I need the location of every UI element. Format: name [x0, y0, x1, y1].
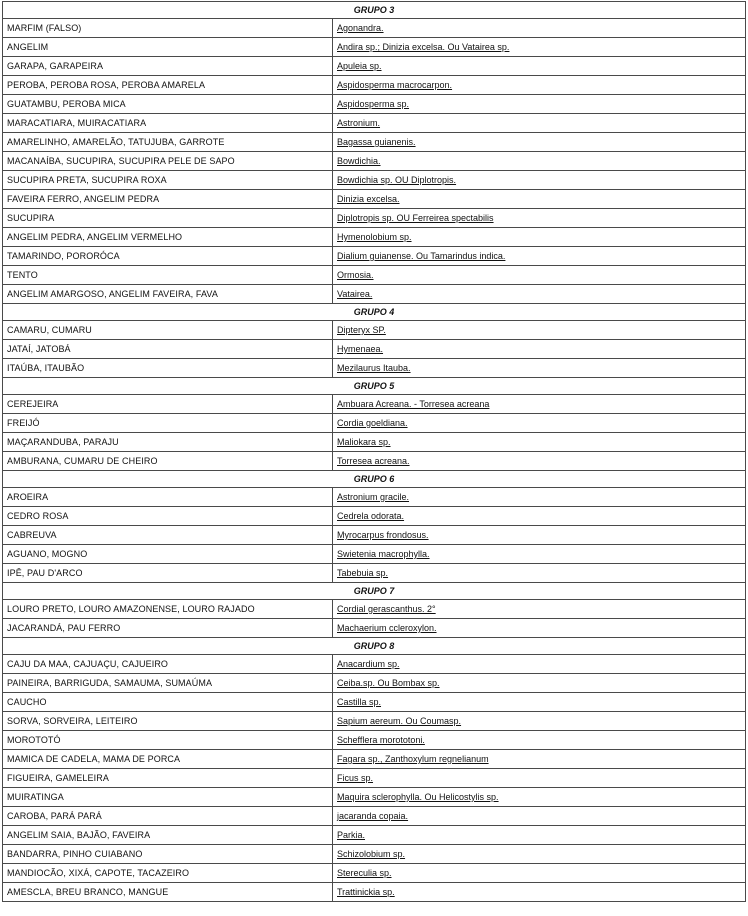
scientific-name-cell	[333, 209, 746, 228]
table-row	[3, 731, 746, 750]
table-row	[3, 564, 746, 583]
scientific-name-cell	[333, 845, 746, 864]
common-name-cell: CAJU DA MAA, CAJUAÇU, CAJUEIRO	[3, 655, 333, 674]
scientific-name-cell	[333, 57, 746, 76]
table-row	[3, 95, 746, 114]
table-row	[3, 171, 746, 190]
scientific-name-cell	[333, 864, 746, 883]
table-row	[3, 769, 746, 788]
table-row	[3, 619, 746, 638]
table-row	[3, 395, 746, 414]
common-name-cell: CAROBA, PARÁ PARÁ	[3, 807, 333, 826]
common-name-cell: AMBURANA, CUMARU DE CHEIRO	[3, 452, 333, 471]
scientific-name-cell	[333, 826, 746, 845]
scientific-name-cell	[333, 38, 746, 57]
table-row	[3, 545, 746, 564]
common-name-cell: SORVA, SORVEIRA, LEITEIRO	[3, 712, 333, 731]
scientific-name: Anacardium sp.	[337, 659, 400, 669]
common-name-cell: MARFIM (FALSO)	[3, 19, 333, 38]
table-row	[3, 321, 746, 340]
scientific-name-cell	[333, 152, 746, 171]
table-row	[3, 114, 746, 133]
table-row	[3, 750, 746, 769]
scientific-name-cell	[333, 190, 746, 209]
scientific-name-cell	[333, 114, 746, 133]
common-name-cell: FREIJÓ	[3, 414, 333, 433]
common-name-cell: PEROBA, PEROBA ROSA, PEROBA AMARELA	[3, 76, 333, 95]
scientific-name: Hymenaea.	[337, 344, 384, 354]
scientific-name: Maliokara sp.	[337, 437, 391, 447]
table-row	[3, 38, 746, 57]
scientific-name: Bowdichia sp. OU Diplotropis.	[337, 175, 457, 185]
common-name-cell: FIGUEIRA, GAMELEIRA	[3, 769, 333, 788]
group-title: GRUPO 7	[3, 583, 746, 600]
scientific-name-cell	[333, 488, 746, 507]
scientific-name: Castilla sp.	[337, 697, 382, 707]
scientific-name: Ficus sp.	[337, 773, 374, 783]
scientific-name-cell	[333, 76, 746, 95]
scientific-name: Apuleia sp.	[337, 61, 382, 71]
scientific-name-cell	[333, 564, 746, 583]
table-row	[3, 864, 746, 883]
table-row	[3, 488, 746, 507]
scientific-name-cell	[333, 807, 746, 826]
scientific-name: jacaranda copaia.	[337, 811, 409, 821]
scientific-name-cell	[333, 769, 746, 788]
scientific-name: Astronium.	[337, 118, 381, 128]
common-name-cell: MAÇARANDUBA, PARAJU	[3, 433, 333, 452]
common-name-cell: MAMICA DE CADELA, MAMA DE PORCA	[3, 750, 333, 769]
scientific-name-cell	[333, 95, 746, 114]
scientific-name-cell	[333, 788, 746, 807]
scientific-name: Myrocarpus frondosus.	[337, 530, 429, 540]
common-name-cell: AGUANO, MOGNO	[3, 545, 333, 564]
table-row	[3, 883, 746, 902]
common-name-cell: CAMARU, CUMARU	[3, 321, 333, 340]
common-name-cell: ANGELIM PEDRA, ANGELIM VERMELHO	[3, 228, 333, 247]
scientific-name-cell	[333, 359, 746, 378]
table-row	[3, 788, 746, 807]
common-name-cell: CAUCHO	[3, 693, 333, 712]
common-name-cell: TAMARINDO, PORORÓCA	[3, 247, 333, 266]
common-name-cell: CEREJEIRA	[3, 395, 333, 414]
species-table-body	[3, 2, 746, 902]
scientific-name: Andira sp.; Dinizia excelsa. Ou Vatairea sp.	[337, 42, 510, 52]
scientific-name-cell	[333, 655, 746, 674]
scientific-name-cell	[333, 247, 746, 266]
common-name-cell: BANDARRA, PINHO CUIABANO	[3, 845, 333, 864]
table-row	[3, 452, 746, 471]
table-row	[3, 414, 746, 433]
scientific-name: Mezilaurus Itauba.	[337, 363, 411, 373]
common-name-cell: LOURO PRETO, LOURO AMAZONENSE, LOURO RAJADO	[3, 600, 333, 619]
table-row	[3, 526, 746, 545]
scientific-name: Schefflera morototoni.	[337, 735, 425, 745]
scientific-name: Vatairea.	[337, 289, 373, 299]
scientific-name: Dinizia excelsa.	[337, 194, 400, 204]
scientific-name: Cordia goeldiana.	[337, 418, 408, 428]
scientific-name-cell	[333, 133, 746, 152]
scientific-name-cell	[333, 171, 746, 190]
table-row	[3, 285, 746, 304]
scientific-name: Hymenolobium sp.	[337, 232, 412, 242]
scientific-name: Stereculia sp.	[337, 868, 392, 878]
wood-species-document	[2, 1, 745, 902]
table-row	[3, 247, 746, 266]
group-title: GRUPO 5	[3, 378, 746, 395]
scientific-name: Diplotropis sp. OU Ferreirea spectabilis	[337, 213, 494, 223]
common-name-cell: ITAÚBA, ITAUBÃO	[3, 359, 333, 378]
scientific-name: Aspidosperma macrocarpon.	[337, 80, 453, 90]
table-row	[3, 266, 746, 285]
group-title: GRUPO 3	[3, 2, 746, 19]
group-title: GRUPO 4	[3, 304, 746, 321]
scientific-name: Bowdichia.	[337, 156, 381, 166]
scientific-name: Swietenia macrophylla.	[337, 549, 430, 559]
scientific-name: Ormosia.	[337, 270, 374, 280]
common-name-cell: AMARELINHO, AMARELÃO, TATUJUBA, GARROTE	[3, 133, 333, 152]
table-row	[3, 359, 746, 378]
common-name-cell: ANGELIM AMARGOSO, ANGELIM FAVEIRA, FAVA	[3, 285, 333, 304]
common-name-cell: SUCUPIRA	[3, 209, 333, 228]
scientific-name-cell	[333, 600, 746, 619]
scientific-name: Cordial gerascanthus. 2°	[337, 604, 436, 614]
table-row	[3, 19, 746, 38]
table-row	[3, 76, 746, 95]
scientific-name: Torresea acreana.	[337, 456, 410, 466]
scientific-name-cell	[333, 228, 746, 247]
scientific-name-cell	[333, 883, 746, 902]
scientific-name: Bagassa guianenis.	[337, 137, 416, 147]
common-name-cell: GUATAMBU, PEROBA MICA	[3, 95, 333, 114]
table-row	[3, 693, 746, 712]
group-header-row	[3, 2, 746, 19]
common-name-cell: MOROTOTÓ	[3, 731, 333, 750]
scientific-name: Fagara sp., Zanthoxylum regnelianum	[337, 754, 489, 764]
table-row	[3, 845, 746, 864]
common-name-cell: ANGELIM	[3, 38, 333, 57]
group-header-row	[3, 471, 746, 488]
scientific-name: Tabebuia sp.	[337, 568, 389, 578]
common-name-cell: FAVEIRA FERRO, ANGELIM PEDRA	[3, 190, 333, 209]
scientific-name: Aspidosperma sp.	[337, 99, 410, 109]
table-row	[3, 209, 746, 228]
table-row	[3, 600, 746, 619]
scientific-name-cell	[333, 526, 746, 545]
table-row	[3, 133, 746, 152]
common-name-cell: MACANAÍBA, SUCUPIRA, SUCUPIRA PELE DE SAPO	[3, 152, 333, 171]
scientific-name-cell	[333, 674, 746, 693]
scientific-name-cell	[333, 693, 746, 712]
scientific-name-cell	[333, 712, 746, 731]
common-name-cell: CABREUVA	[3, 526, 333, 545]
group-header-row	[3, 378, 746, 395]
scientific-name: Dialium guianense. Ou Tamarindus indica.	[337, 251, 506, 261]
common-name-cell: JACARANDÁ, PAU FERRO	[3, 619, 333, 638]
scientific-name: Cedrela odorata.	[337, 511, 405, 521]
table-row	[3, 655, 746, 674]
common-name-cell: TENTO	[3, 266, 333, 285]
scientific-name: Ceiba.sp. Ou Bombax sp.	[337, 678, 440, 688]
scientific-name-cell	[333, 266, 746, 285]
common-name-cell: JATAÍ, JATOBÁ	[3, 340, 333, 359]
table-row	[3, 190, 746, 209]
common-name-cell: MARACATIARA, MUIRACATIARA	[3, 114, 333, 133]
scientific-name: Astronium gracile.	[337, 492, 410, 502]
scientific-name-cell	[333, 731, 746, 750]
scientific-name-cell	[333, 433, 746, 452]
scientific-name-cell	[333, 19, 746, 38]
table-row	[3, 57, 746, 76]
scientific-name-cell	[333, 395, 746, 414]
common-name-cell: CEDRO ROSA	[3, 507, 333, 526]
table-row	[3, 807, 746, 826]
table-row	[3, 507, 746, 526]
scientific-name-cell	[333, 321, 746, 340]
scientific-name: Sapium aereum. Ou Coumasp.	[337, 716, 462, 726]
scientific-name-cell	[333, 340, 746, 359]
scientific-name-cell	[333, 452, 746, 471]
common-name-cell: GARAPA, GARAPEIRA	[3, 57, 333, 76]
scientific-name-cell	[333, 285, 746, 304]
common-name-cell: AROEIRA	[3, 488, 333, 507]
common-name-cell: MUIRATINGA	[3, 788, 333, 807]
group-title: GRUPO 8	[3, 638, 746, 655]
table-row	[3, 340, 746, 359]
group-header-row	[3, 583, 746, 600]
group-header-row	[3, 304, 746, 321]
table-row	[3, 826, 746, 845]
scientific-name-cell	[333, 619, 746, 638]
common-name-cell: ANGELIM SAIA, BAJÃO, FAVEIRA	[3, 826, 333, 845]
scientific-name-cell	[333, 507, 746, 526]
common-name-cell: SUCUPIRA PRETA, SUCUPIRA ROXA	[3, 171, 333, 190]
scientific-name: Parkia.	[337, 830, 366, 840]
scientific-name: Schizolobium sp.	[337, 849, 406, 859]
scientific-name: Trattinickia sp.	[337, 887, 395, 897]
species-table	[2, 1, 746, 902]
common-name-cell: PAINEIRA, BARRIGUDA, SAMAUMA, SUMAÚMA	[3, 674, 333, 693]
table-row	[3, 712, 746, 731]
group-title: GRUPO 6	[3, 471, 746, 488]
common-name-cell: AMESCLA, BREU BRANCO, MANGUE	[3, 883, 333, 902]
table-row	[3, 433, 746, 452]
table-row	[3, 152, 746, 171]
table-row	[3, 674, 746, 693]
scientific-name: Dipteryx SP.	[337, 325, 386, 335]
group-header-row	[3, 638, 746, 655]
scientific-name: Agonandra.	[337, 23, 384, 33]
common-name-cell: MANDIOCÃO, XIXÁ, CAPOTE, TACAZEIRO	[3, 864, 333, 883]
scientific-name: Ambuara Acreana. - Torresea acreana	[337, 399, 490, 409]
scientific-name-cell	[333, 545, 746, 564]
scientific-name-cell	[333, 750, 746, 769]
scientific-name: Machaerium ccleroxylon.	[337, 623, 437, 633]
scientific-name: Maquira sclerophylla. Ou Helicostylis sp.	[337, 792, 499, 802]
common-name-cell: IPÊ, PAU D'ARCO	[3, 564, 333, 583]
scientific-name-cell	[333, 414, 746, 433]
table-row	[3, 228, 746, 247]
